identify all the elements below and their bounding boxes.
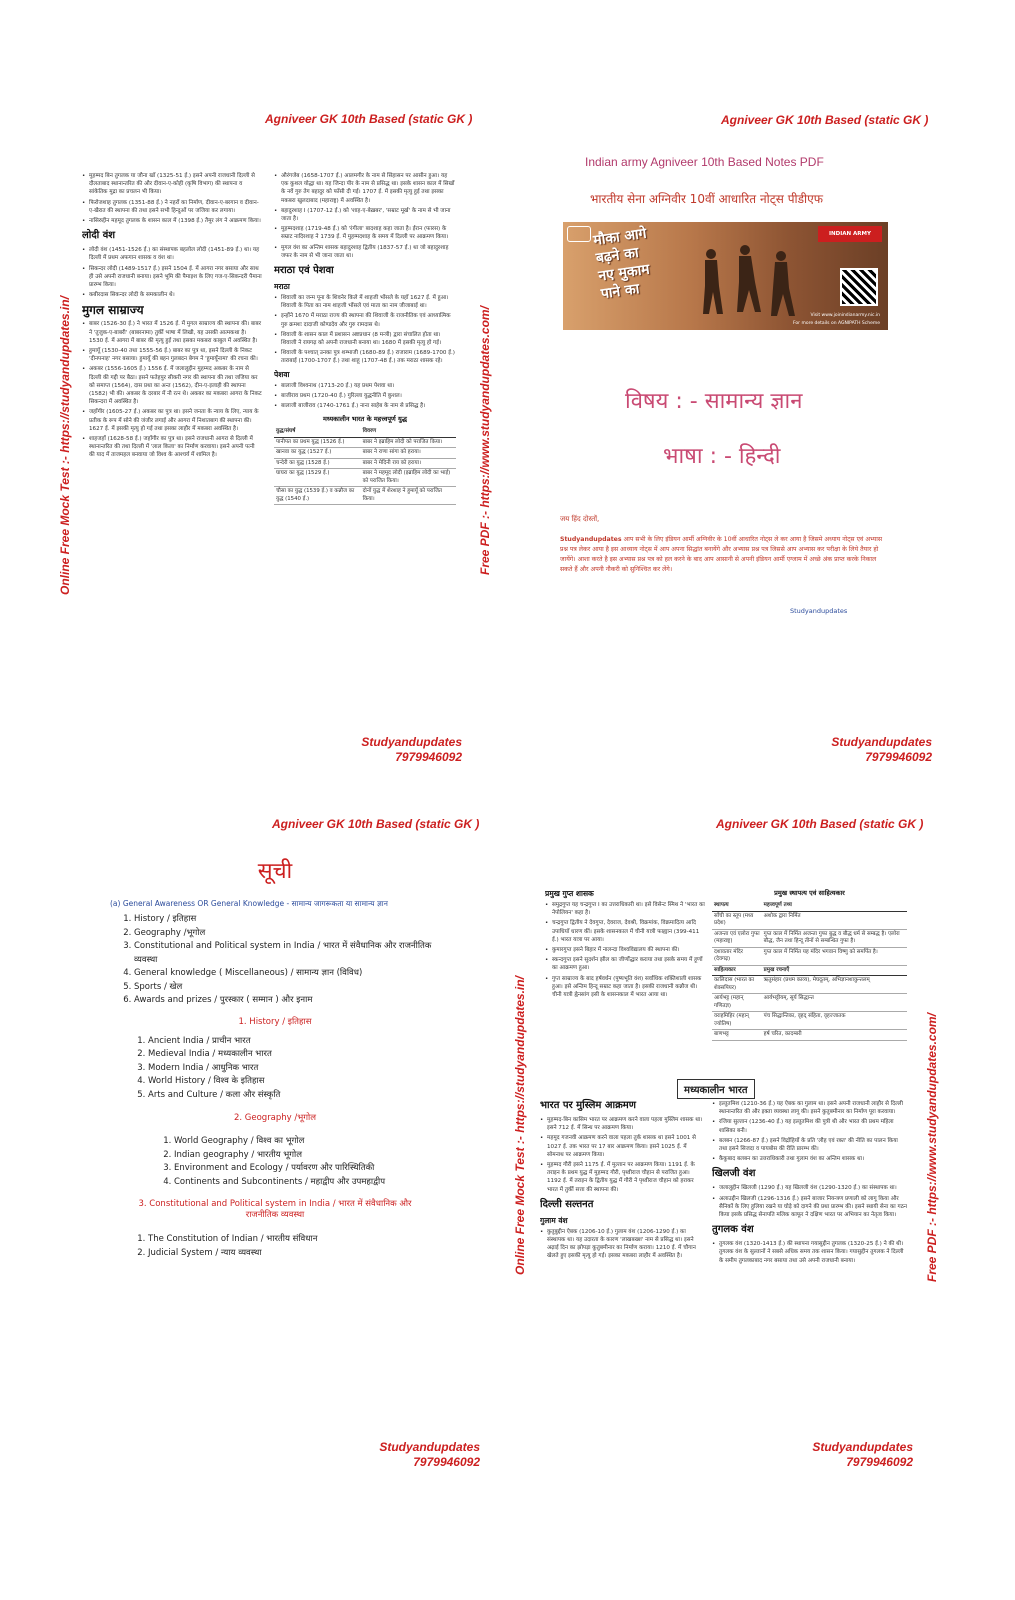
page3-footer <box>358 1440 480 1470</box>
list-item: • स्कन्दगुप्त इसने सुदर्शन झील का जीर्णोद्धार कराया तथा इसके समय में हूणों का आक्रमण हुआ। <box>545 956 705 972</box>
table-header: स्थापत्य <box>712 901 762 911</box>
table-header: विवरण <box>361 427 456 437</box>
greeting: जय हिंद दोस्तों, <box>560 515 600 523</box>
footer-phone: 7979946092 <box>865 750 932 764</box>
list-item: • नासिरुद्दीन महमूद तुगलक के शासन काल में (1398 ई.) तैमूर लंग ने आक्रमण किया। <box>82 217 262 225</box>
list-item: • अलाउद्दीन खिलजी (1296-1316 ई.) इसने बाजार नियन्त्रण प्रणाली को लागू किया और सैनिकों के लिए हुलिया रखने या घोड़े को दागने की प्रथा प्रारम्भ की। इसने स्थायी सेना का गठन किया इसके प्रसिद्ध सेनापति मलिक काफूर ने दक्षिण भारत पर अभियान का नेतृत्व किया। <box>712 1195 907 1220</box>
subject-line: विषय : - सामान्य ज्ञान <box>625 389 803 414</box>
qr-code-icon <box>840 268 878 306</box>
signature: Studyandupdates <box>790 607 848 615</box>
list-item: 2. Judicial System / न्याय व्यवस्था <box>148 1247 440 1261</box>
table-header: प्रमुख रचनाएँ <box>762 965 907 976</box>
table-header: महत्त्वपूर्ण तथ्य <box>762 901 907 911</box>
list-item: • महमूद गजनवी आक्रमण करने वाला पहला तुर्क शासक था इसने 1001 से 1027 ई. तक भारत पर 17 बार आक्रमण किया। इसने 1025 ई. में सोमनाथ पर आक्रमण किया। <box>540 1134 705 1159</box>
table-cell: दशावतार मंदिर (देवगढ़) <box>712 947 762 965</box>
list-item: • तुगलक वंश (1320-1413 ई.) की स्थापना गयासुद्दीन तुगलक (1320-25 ई.) ने की थी। तुगलक वंश के सुल्तानों ने सबसे अधिक समय तक शासन किया। गयासुद्दीन तुगलक ने दिल्ली के समीप तुगलकाबाद नगर बसाया तथा उसे अपनी राजधानी बनाया। <box>712 1240 907 1265</box>
table-cell: अशोक द्वारा निर्मित <box>762 911 907 929</box>
list-item: • कुतुबुद्दीन ऐबक (1206-10 ई.) गुलाम वंश (1206-1290 ई.) का संस्थापक था। यह उदारता के कारण 'लाखबख्श' नाम से प्रसिद्ध था। इसने अढ़ाई दिन का झोपड़ा कुतुबमीनार का निर्माण कराया। 1210 ई. में चौगान खेलते हुए इसकी मृत्यु हो गई। इसका मकबरा लाहौर में अवस्थित है। <box>540 1228 705 1261</box>
table-row <box>712 976 907 994</box>
footer-brand: Studyandupdates <box>831 735 932 749</box>
table-cell: घाघरा का युद्ध (1529 ई.) <box>274 469 361 487</box>
constitution-heading: 3. Constitutional and Political system in India / भारत में संवैधानिक और राजनीतिक व्यवस्था <box>138 1199 412 1220</box>
table-cell: कालिदास (भारत का शेक्सपियर) <box>712 976 762 994</box>
page4-left-column <box>540 1095 705 1375</box>
banner-line: बढ़ने का <box>594 244 640 267</box>
agniveer-banner <box>563 222 888 330</box>
page4-watermark-pdf: Free PDF :- https://www.studyandupdates.com/ <box>925 1013 939 1282</box>
list-item: 1. The Constitution of Indian / भारतीय संविधान <box>148 1233 440 1247</box>
section-heading: भारत पर मुस्लिम आक्रमण <box>540 1100 636 1111</box>
page1-watermark-pdf: Free PDF :- https://www.studyandupdates.com/ <box>478 306 492 575</box>
list-item: 3. Environment and Ecology / पर्यावरण और पारिस्थितिकी <box>174 1162 440 1176</box>
index-intro: (a) General Awareness OR General Knowledge - सामान्य जागरूकता या सामान्य ज्ञान <box>110 899 388 908</box>
table-cell: अजन्ता एवं एलोरा गुफा (महाराष्ट्र) <box>712 929 762 947</box>
section-heading: खिलजी वंश <box>712 1168 756 1180</box>
list-item: 2. Indian geography / भारतीय भूगोल <box>174 1149 440 1163</box>
constitution-list <box>110 1233 440 1260</box>
table-header: युद्ध/संघर्ष <box>274 427 361 437</box>
list-item: • इल्तुतमिश (1210-36 ई.) यह ऐबक का गुलाम था। इसने अपनी राजधानी लाहौर से दिल्ली स्थानान्तरित की और इक्ता व्यवस्था लागू की। इसने कुतुबमीनार का निर्माण पूरा करवाया। <box>712 1100 907 1116</box>
table-row <box>712 1012 907 1030</box>
table-cell: आर्यभट्ट (महान् गणितज्ञ) <box>712 994 762 1012</box>
page4-header: Agniveer GK 10th Based (static GK ) <box>716 817 924 831</box>
list-item: • सिकन्दर लोदी (1489-1517 ई.) इसने 1504 ई. में आगरा नगर बसाया और साथ ही उसे अपनी राजधानी बनाया। इसने भूमि की पैमाइश के लिए गज-ए-सिकन्दरी पैमाना प्रारम्भ किया। <box>82 265 262 290</box>
sub-heading: गुलाम वंश <box>540 1215 568 1225</box>
table-cell: बाबर ने महमूद लोदी (इब्राहिम लोदी का भाई) को पराजित किया। <box>361 469 456 487</box>
banner-line: नए मुकाम <box>597 261 651 285</box>
footer-brand: Studyandupdates <box>812 1440 913 1454</box>
table-cell: वराहमिहिर (महान् ज्योतिष) <box>712 1012 762 1030</box>
geography-list <box>110 1135 440 1189</box>
list-item: • कबीरदास सिकन्दर लोदी के समकालीन थे। <box>82 291 262 299</box>
footer-phone: 7979946092 <box>395 750 462 764</box>
list-item: 2. Geography /भूगोल <box>134 927 440 941</box>
footer-brand: Studyandupdates <box>379 1440 480 1454</box>
section-heading: मराठा एवं पेशवा <box>274 265 334 277</box>
intro-brand: Studyandupdates <box>560 536 622 543</box>
main-topics-list <box>110 913 440 1008</box>
list-item: • हुमायूँ (1530-40 तथा 1555-56 ई.) बाबर का पुत्र था, इसने दिल्ली के निकट 'दीनपनाह' नगर बसाया। हुमायूँ की बहन गुलबदन बेगम ने 'हुमायूँनामा' की रचना की। <box>82 347 262 363</box>
list-item: • बाबर (1526-30 ई.) ने भारत में 1526 ई. में मुगल साम्राज्य की स्थापना की। बाबर ने 'तुजुक-ए-बाबरी' (बाबरनामा) तुर्की भाषा में लिखी, यह उसकी आत्मकथा है। 1530 ई. में आगरा में बाबर की मृत्यु हुई तथा इसका मकबरा काबुल में अवस्थित है। <box>82 320 262 345</box>
table-cell: चौसा का युद्ध (1539 ई.) व कन्नौज का युद्ध (1540 ई.) <box>274 487 361 505</box>
table-cell: बाबर ने मेदिनी राय को हराया। <box>361 458 456 469</box>
index-title: सूची <box>257 859 293 884</box>
table-row <box>274 458 456 469</box>
index-content <box>110 898 440 1260</box>
table-row <box>274 487 456 505</box>
indian-army-badge: INDIAN ARMY <box>818 226 882 242</box>
list-item: • जलालुद्दीन खिलजी (1290 ई.) यह खिलजी वंश (1290-1320 ई.) का संस्थापक था। <box>712 1184 907 1192</box>
table-cell: बाणभट्ट <box>712 1030 762 1041</box>
architecture-table <box>712 901 907 1041</box>
battles-table <box>274 427 456 505</box>
list-item: • अकबर (1556-1605 ई.) 1556 ई. में जलालुद्दीन मुहम्मद अकबर के नाम से दिल्ली की गद्दी पर बैठा। इसने फतेहपुर सीकरी नगर की स्थापना की तथा जजिया कर को समाप्त (1564), दास प्रथा का अन्त (1562), दीन-ए-इलाही की स्थापना (1582) भी की। अकबर के दरबार में नौ रत्न थे। अकबर का मकबरा आगरा के निकट सिकन्दरा में अवस्थित है। <box>82 365 262 406</box>
intro-paragraph <box>560 535 885 575</box>
table-cell: पानीपत का प्रथम युद्ध (1526 ई.) <box>274 437 361 448</box>
page1-footer <box>340 735 462 765</box>
table-row <box>712 911 907 929</box>
list-item: 5. Arts and Culture / कला और संस्कृति <box>148 1089 440 1103</box>
page1-watermark-mock: Online Free Mock Test :- https://studyandupdates.in/ <box>58 296 72 595</box>
geography-heading: 2. Geography /भूगोल <box>233 1113 317 1123</box>
table-cell: गुप्त काल में निर्मित अजन्ता गुफा बुद्ध व बौद्ध धर्म से सम्बद्ध है। एलोरा बौद्ध, जैन तथा हिन्दू तीनों से सम्बन्धित गुफा है। <box>762 929 907 947</box>
table-cell: पंच सिद्धान्तिका, वृहद् संहिता, वृहज्जातक <box>762 1012 907 1030</box>
list-item: • इन्होंने 1670 में मराठा राज्य की स्थापना की शिवाजी के राजनीतिक एवं आध्यात्मिक गुरु क्रमशः दादाजी कोण्डदेव और गुरु रामदास थे। <box>274 312 456 328</box>
table-title: मध्यकालीन भारत के महत्त्वपूर्ण युद्ध <box>323 415 407 424</box>
page4-gupta-section <box>545 885 705 1065</box>
table-cell: गुप्त काल में निर्मित यह मंदिर भगवान विष्णु को समर्पित है। <box>762 947 907 965</box>
page2-footer <box>810 735 932 765</box>
table-row <box>712 947 907 965</box>
page2-title-hi: भारतीय सेना अग्निवीर 10वीं आधारित नोट्स पीडीएफ <box>590 192 824 206</box>
table-row <box>712 1030 907 1041</box>
footer-phone: 7979946092 <box>413 1455 480 1469</box>
list-item: • बहादुरशाह I (1707-12 ई.) को 'शाह-ए-बेख़बर', 'सम्राट मूर्ख' के नाम से भी जाना जाता है। <box>274 207 456 223</box>
table-header: साहित्यकार <box>712 965 762 976</box>
page2-title-en: Indian army Agniveer 10th Based Notes PDF <box>585 155 824 169</box>
banner-note: For more details on AGNIPATH Scheme <box>792 321 880 326</box>
table-cell: ऋतुसंहार (प्रथम काव्य), मेघदूतम्, अभिज्ञानशाकुन्तलम् <box>762 976 907 994</box>
list-item: 1. Ancient India / प्राचीन भारत <box>148 1035 440 1049</box>
list-item: • बाजीराव प्रथम (1720-40 ई.) गुरिल्ला युद्धनीति में कुशल। <box>274 392 456 400</box>
history-list <box>110 1035 440 1103</box>
section-heading: प्रमुख गुप्त शासक <box>545 889 594 898</box>
list-item: • कुमारगुप्त इसने बिहार में नालन्दा विश्वविद्यालय की स्थापना की। <box>545 946 705 954</box>
table-row <box>274 448 456 459</box>
table-row <box>274 437 456 448</box>
list-item: • शिवाजी का जन्म पूना के शिवनेर किले में शाहजी भोंसले के यहाँ 1627 ई. में हुआ। शिवाजी के पिता का नाम शाहजी भोंसले एवं माता का नाम जीजाबाई था। <box>274 294 456 310</box>
list-item: • बालाजी बाजीराव (1740-1761 ई.) नाना साहेब के नाम से प्रसिद्ध है। <box>274 402 456 410</box>
list-item: • मुगल वंश का अन्तिम शासक बहादुरशाह द्वितीय (1837-57 ई.) था जो बहादुरशाह जफर के नाम से भी जाना जाता था। <box>274 244 456 260</box>
section-heading: दिल्ली सल्तनत <box>540 1198 594 1210</box>
list-item: 5. Sports / खेल <box>134 981 440 995</box>
list-item: • बलबन (1266-87 ई.) इसने विद्रोहियों के प्रति 'लौह एवं रक्त' की नीति का पालन किया तथा इसने सिजदा व पायबोस की रीति प्रारम्भ की। <box>712 1137 907 1153</box>
list-item: • शाहजहाँ (1628-58 ई.) जहाँगीर का पुत्र था। इसने राजधानी आगरा से दिल्ली में स्थानान्तरित की तथा दिल्ली में 'लाल किला' का निर्माण करवाया। इसने अपनी पत्नी की याद में ताजमहल बनवाया जो विश्व के आश्चर्य में शामिल है। <box>82 435 262 460</box>
banner-line: पाने का <box>599 281 641 303</box>
list-item: • बालाजी विश्वनाथ (1713-20 ई.) यह प्रथम पेशवा था। <box>274 382 456 390</box>
sub-heading: पेशवा <box>274 369 290 379</box>
list-item: • लोदी वंश (1451-1526 ई.) का संस्थापक बहलोल लोदी (1451-89 ई.) था। यह दिल्ली में प्रथम अफगान शासक व वंश था। <box>82 246 262 262</box>
intro-text: आप सभी के लिए इंडियन आर्मी अग्निवीर के 10वीं आधारित नोट्स ले कर आया है जिसमे अध्याय नोट्स एवं अभ्यास प्रश्न पत्र लेकर आया है इस आध्याय नोट्स में आप अपना सिद्धांत बनायेंगे और अभ्यास प्रश्न पत्र जिससे आप अभ्यास कर परीक्षा के लिये तैयार हो जायेंगे। आशा करते है इस अभ्यास प्रश्न पत्र को हल करने के बाद आप आसानी से अपनी इंडियन आर्मी एग्जाम में अच्छे अंक प्राप्त करके निकाल सकते हैं और अपनी नौकरी को सुनिश्चित कर लेंगे। <box>560 536 882 573</box>
list-item: • गुप्त साम्राज्य के बाद हर्षवर्धन (पुष्यभूति वंश) सर्वाधिक शक्तिशाली शासक हुआ। इसे अन्तिम हिन्दू सम्राट कहा जाता है। इसकी राजधानी कन्नौज थी। चीनी यात्री ह्वेनसांग इसी के शासनकाल में भारत आया था। <box>545 975 705 1000</box>
list-item: • शिवाजी के पश्चात् उनका पुत्र शम्भाजी (1680-89 ई.) राजाराम (1689-1700 ई.) ताराबाई (1700-1707 ई.) तथा शाहू (1707-48 ई.) तक मराठा शासक रहे। <box>274 349 456 365</box>
list-item: • मुहम्मदशाह (1719-48 ई.) को 'रंगीला' बादशाह कहा जाता है। ईरान (फारस) के सम्राट नादिरशाह ने 1739 ई. में मुहम्मदशाह के समय में दिल्ली पर आक्रमण किया। <box>274 225 456 241</box>
banner-line: मौका आगे <box>592 225 648 249</box>
section-heading: मुगल साम्राज्य <box>82 303 144 318</box>
page3-header: Agniveer GK 10th Based (static GK ) <box>272 817 480 831</box>
table-cell: हर्ष चरित, कादम्बरी <box>762 1030 907 1041</box>
list-item: • मुहम्मद गौरी इसने 1175 ई. में मुल्तान पर आक्रमण किया। 1191 ई. के तराइन के प्रथम युद्ध में मुहम्मद गौरी, पृथ्वीराज चौहान से पराजित हुआ। 1192 ई. में तराइन के द्वितीय युद्ध में गौरी ने पृथ्वीराज चौहान को हराकर भारत में तुर्की सत्ता की स्थापना की। <box>540 1161 705 1194</box>
list-item: 6. Awards and prizes / पुरस्कार ( सम्मान ) और इनाम <box>134 994 440 1008</box>
list-item: 4. Continents and Subcontinents / महाद्वीप और उपमहाद्वीप <box>174 1176 440 1190</box>
table-row <box>274 469 456 487</box>
list-item: 4. General knowledge ( Miscellaneous) / सामान्य ज्ञान (विविध) <box>134 967 440 981</box>
page1-header: Agniveer GK 10th Based (static GK ) <box>265 112 473 126</box>
page2-header: Agniveer GK 10th Based (static GK ) <box>721 113 929 127</box>
list-item: 2. Medieval India / मध्यकालीन भारत <box>148 1048 440 1062</box>
list-item: 1. History / इतिहास <box>134 913 440 927</box>
list-item: • कैकुबाद बलबन का उत्तराधिकारी तथा गुलाम वंश का अन्तिम शासक था। <box>712 1155 907 1163</box>
list-item: 4. World History / विश्व के इतिहास <box>148 1075 440 1089</box>
list-item: 3. Modern India / आधुनिक भारत <box>148 1062 440 1076</box>
list-item: • मुहम्मद बिन तुगलक या जौना खाँ (1325-51 ई.) इसने अपनी राजधानी दिल्ली से दौलताबाद स्थानान्तरित की और दीवान-ए-कोही (कृषि विभाग) की स्थापना व सांकेतिक मुद्रा का प्रचलन भी किया। <box>82 172 262 197</box>
list-item: • शिवाजी के शासन काल में प्रशासन अष्टप्रधान (8 मन्त्री) द्वारा संचालित होता था। शिवाजी ने रायगढ़ को अपनी राजधानी बनाया था। 1680 में इसकी मृत्यु हो गई। <box>274 331 456 347</box>
footer-brand: Studyandupdates <box>361 735 462 749</box>
soldiers-silhouette-icon <box>683 236 813 326</box>
page4-watermark-mock: Online Free Mock Test :- https://studyandupdates.in/ <box>513 976 527 1275</box>
list-item: • फिरोजशाह तुगलक (1351-88 ई.) ने नहरों का निर्माण, दीवान-ए-बरगान व दीवान-ए-खैरात की स्थापना की तथा इसने सभी हिन्दुओं पर जजिया कर लगाया। <box>82 199 262 215</box>
section-heading: लोदी वंश <box>82 230 116 242</box>
section-heading: तुगलक वंश <box>712 1224 754 1236</box>
table-cell: खानवा का युद्ध (1527 ई.) <box>274 448 361 459</box>
table-row <box>712 929 907 947</box>
banner-slogan <box>592 225 655 304</box>
table-cell: बाबर ने इब्राहिम लोदी को पराजित किया। <box>361 437 456 448</box>
history-heading: 1. History / इतिहास <box>238 1016 312 1027</box>
sub-heading: मराठा <box>274 282 290 292</box>
list-item: 1. World Geography / विश्व का भूगोल <box>174 1135 440 1149</box>
table-cell: दोनों युद्ध में शेरशाह ने हुमायूँ को पराजित किया। <box>361 487 456 505</box>
table-title: प्रमुख स्थापत्य एवं साहित्यकार <box>774 889 845 897</box>
list-item: • चन्द्रगुप्त द्वितीय ने देवगुप्त, देवराज, देवश्री, विक्रमांक, विक्रमादित्य आदि उपाधियाँ धारण कीं। इसके शासनकाल में चीनी यात्री फाह्यान (399-411 ई.) भारत यात्रा पर आया। <box>545 919 705 944</box>
banner-url: Visit www.joinindianarmy.nic.in <box>810 313 880 318</box>
page4-footer <box>791 1440 913 1470</box>
table-cell: बाबर ने राणा सांगा को हराया। <box>361 448 456 459</box>
table-cell: साँची का स्तूप (मध्य प्रदेश) <box>712 911 762 929</box>
page1-right-column <box>274 172 456 702</box>
table-row <box>712 994 907 1012</box>
list-item: • समुद्रगुप्त यह चन्द्रगुप्त I का उत्तराधिकारी था। इसे विसेन्ट स्मिथ ने 'भारत का नेपोलियन' कहा है। <box>545 901 705 917</box>
footer-phone: 7979946092 <box>846 1455 913 1469</box>
banner-logo-icon <box>567 226 591 242</box>
list-item: • मुहम्मद-बिन कासिम भारत पर आक्रमण करने वाला पहला मुस्लिम शासक था। इसने 712 ई. में सिन्ध पर आक्रमण किया। <box>540 1116 705 1132</box>
page1-left-column <box>82 172 262 692</box>
list-item: • रजिया सुल्तान (1236-40 ई.) यह इल्तुतमिश की पुत्री थी और भारत की प्रथम महिला शासिका बनी। <box>712 1118 907 1134</box>
list-item: 3. Constitutional and Political system in India / भारत में संवैधानिक और राजनीतिक व्यवस्था <box>134 940 440 967</box>
language-line: भाषा : - हिन्दी <box>663 444 781 469</box>
list-item: • जहाँगीर (1605-27 ई.) अकबर का पुत्र था। इसने जनता के न्याय के लिए, न्याय के प्रतीक के रूप में सोने की जंजीर लगाई और आगरा में निशातबाग की स्थापना की। 1627 ई. में इसकी मृत्यु हो गई तथा इसका लाहौर में मकबरा अवस्थित है। <box>82 408 262 433</box>
list-item: • औरंगजेब (1658-1707 ई.) आलमगीर के नाम से सिंहासन पर आसीन हुआ। यह एक कुशल योद्धा था। यह जिन्दा पीर के नाम से प्रसिद्ध था। इसके शासन काल में सिखों के नवें गुरु तेग बहादुर को फाँसी दी गई। 1707 ई. में इसकी मृत्यु हुई तथा इसका मकबरा खुलदाबाद (महाराष्ट्र) में अवस्थित है। <box>274 172 456 205</box>
medieval-heading: मध्यकालीन भारत <box>677 1079 755 1099</box>
table-cell: चन्देरी का युद्ध (1528 ई.) <box>274 458 361 469</box>
page4-architecture-section <box>712 885 907 1065</box>
table-cell: आर्यभट्टीयम्, सूर्य सिद्धान्त <box>762 994 907 1012</box>
page4-right-column <box>712 1100 907 1385</box>
